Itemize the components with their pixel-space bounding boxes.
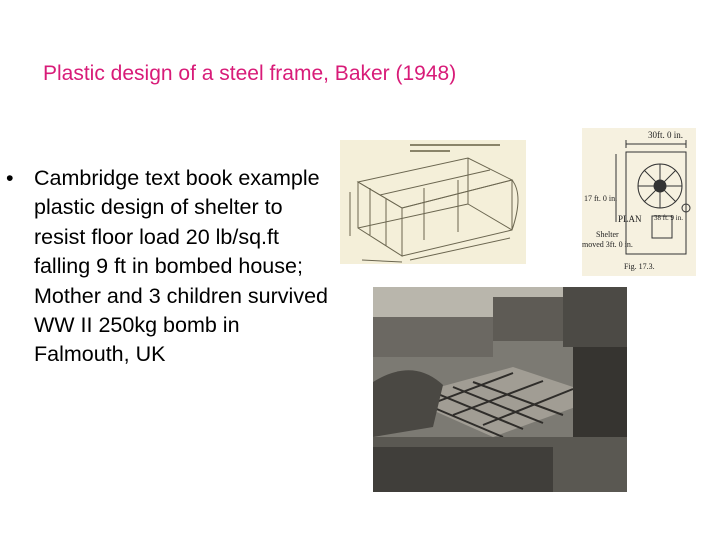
bullet-list — [6, 164, 336, 370]
shelter-isometric-drawing — [340, 140, 526, 264]
plan-dim-inner: 38 ft. 9 in. — [654, 214, 683, 222]
shelter-isometric-figure — [340, 140, 526, 264]
plan-shelter-note: moved 3ft. 0 in. — [582, 240, 633, 249]
plan-dim-top: 30ft. 0 in. — [648, 130, 683, 140]
bombed-house-photo-image — [373, 287, 627, 492]
slide-title: Plastic design of a steel frame, Baker (1948) — [43, 62, 457, 85]
plan-fig-label: Fig. 17.3. — [624, 262, 655, 271]
bullet-text: Cambridge text book example plastic design of shelter to resist floor load 20 lb/sq.ft falling 9 ft in bombed house; Mother and 3 children survived WW II 250kg bomb in Falmouth, UK — [34, 166, 328, 367]
plan-shelter-label: Shelter — [596, 230, 619, 239]
bombed-house-photo — [373, 287, 627, 492]
plan-label: PLAN — [618, 214, 642, 224]
shelter-plan-figure — [582, 128, 696, 276]
plan-dim-side: 17 ft. 0 in. — [584, 194, 618, 203]
bullet-dot: • — [6, 166, 14, 190]
